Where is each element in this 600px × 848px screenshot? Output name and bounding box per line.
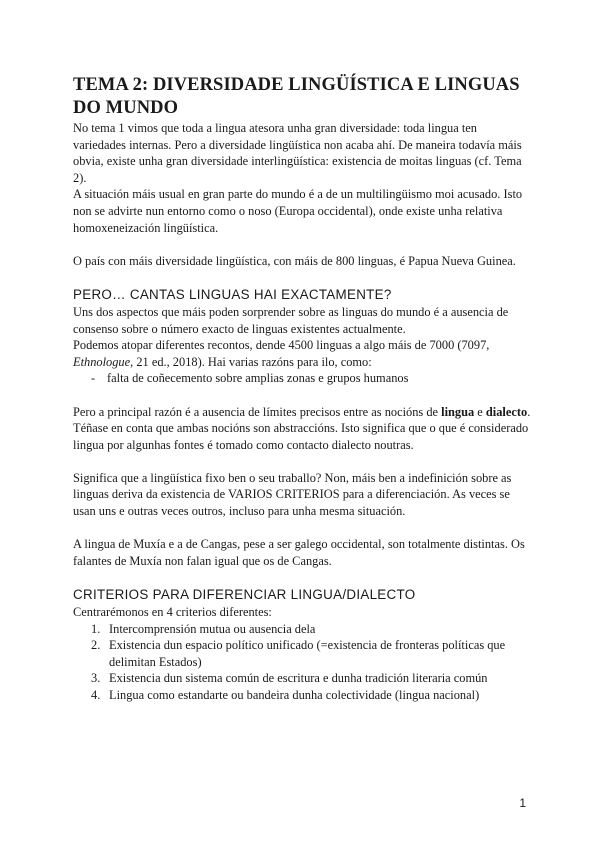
list-number: 2. bbox=[91, 638, 101, 653]
list-item-text: Intercomprensión mutua ou ausencia dela bbox=[109, 621, 316, 636]
reasons-list bbox=[73, 370, 533, 387]
section1-p3-text-c: . Téñase en conta que ambas nocións son abstraccións. Isto significa que o que é considerado lingua por algunhas fontes é tomado como contacto dialecto noutras. bbox=[73, 404, 531, 452]
section1-paragraph-3 bbox=[73, 404, 533, 454]
list-item-text: Existencia dun espacio político unificado (=existencia de fronteras políticas que delimitan Estados) bbox=[109, 638, 506, 669]
section1-p3-text-a: Pero a principal razón é a ausencia de límites precisos entre as nocións de bbox=[73, 404, 442, 419]
list-item-text: Existencia dun sistema común de escritura e dunha tradición literaria común bbox=[109, 671, 488, 686]
list-item bbox=[91, 370, 533, 387]
page-title: TEMA 2: DIVERSIDADE LINGÜÍSTICA E LINGUAS DO MUNDO bbox=[73, 75, 520, 118]
spacer bbox=[73, 453, 533, 470]
section1-paragraph-1: Uns dos aspectos que máis poden sorprender sobre as linguas do mundo é a ausencia de consenso sobre o número exacto de linguas existentes actualmente. bbox=[73, 304, 509, 336]
section1-p2-text-a: Podemos atopar diferentes recontos, dende 4500 linguas a algo máis de 7000 (7097, bbox=[73, 338, 490, 353]
ethnologue-citation: Ethnologue bbox=[73, 354, 131, 369]
section1-paragraph-2 bbox=[73, 337, 533, 370]
list-number: 3. bbox=[91, 671, 101, 686]
intro-paragraph-2: A situación máis usual en gran parte do mundo é a de un multilingüismo moi acusado. Isto non se advirte nun entorno como o noso (Europa occidental), onde existe unha relativa homoxeneización lingüística. bbox=[73, 187, 523, 235]
list-item-text: Lingua como estandarte ou bandeira dunha colectividade (lingua nacional) bbox=[109, 688, 480, 702]
list-item bbox=[91, 687, 533, 704]
term-dialecto: dialecto bbox=[485, 404, 528, 419]
list-item bbox=[91, 670, 533, 687]
list-number: 4. bbox=[91, 688, 101, 702]
page-content bbox=[73, 74, 533, 704]
dash-marker: - bbox=[91, 371, 96, 386]
spacer bbox=[73, 269, 533, 286]
page-number: 1 bbox=[519, 796, 526, 810]
criteria-intro: Centrarémonos en 4 criterios diferentes: bbox=[73, 605, 272, 620]
list-item bbox=[91, 637, 533, 670]
list-item-text: falta de coñecemento sobre amplias zonas e grupos humanos bbox=[107, 371, 409, 386]
spacer bbox=[73, 387, 533, 404]
section1-paragraph-4: Significa que a lingüística fixo ben o seu traballo? Non, máis ben a indefinición sobre as linguas deriva da existencia de VARIOS CRITERIOS para a diferenciación. As veces se usan uns e outras veces outros, incluso para unha mesma situación. bbox=[73, 470, 512, 519]
intro-paragraph-1: No tema 1 vimos que toda a lingua atesora unha gran diversidade: toda lingua ten variedades internas. Pero a diversidade lingüística non acaba ahí. De maneira todavía máis obvia, existe unha gran diversidade interlingüística: existencia de moitas linguas (cf. Tema 2). bbox=[73, 121, 522, 185]
section1-p2-text-b: , 21 ed., 2018). Hai varias razóns para ilo, como: bbox=[130, 354, 372, 369]
spacer bbox=[73, 236, 533, 253]
section-heading-how-many-languages: PERO… CANTAS LINGUAS HAI EXACTAMENTE? bbox=[73, 286, 392, 302]
spacer bbox=[73, 520, 533, 537]
section-heading-criteria: CRITERIOS PARA DIFERENCIAR LINGUA/DIALECTO bbox=[73, 587, 416, 603]
list-item bbox=[91, 621, 533, 638]
spacer bbox=[73, 569, 533, 586]
section1-p3-text-b: e bbox=[474, 404, 486, 419]
criteria-list bbox=[73, 621, 533, 704]
list-number: 1. bbox=[91, 621, 101, 636]
section1-paragraph-5: A lingua de Muxía e a de Cangas, pese a ser galego occidental, son totalmente distintas. Os falantes de Muxía non falan igual que os de Cangas. bbox=[73, 537, 525, 568]
intro-paragraph-3: O país con máis diversidade lingüística, con máis de 800 linguas, é Papua Nueva Guinea. bbox=[73, 253, 516, 268]
term-lingua: lingua bbox=[441, 404, 475, 419]
